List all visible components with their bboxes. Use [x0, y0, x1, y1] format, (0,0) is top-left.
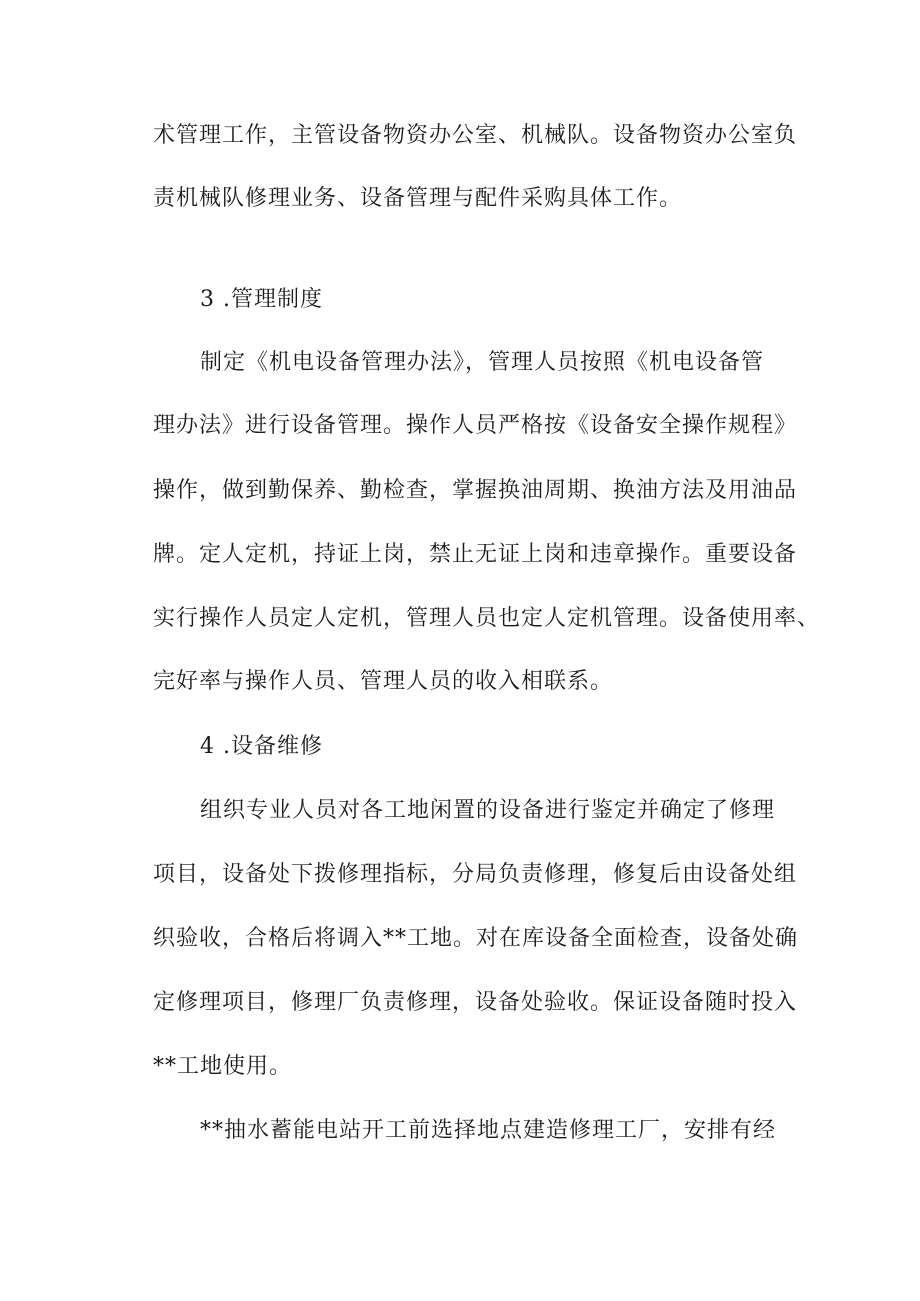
- section-4-line-5: **工地使用。: [153, 1054, 293, 1079]
- section-3-line-5: 实行操作人员定人定机，管理人员也定人定机管理。设备使用率、: [153, 606, 821, 631]
- section-3-line-4: 牌。定人定机，持证上岗，禁止无证上岗和违章操作。重要设备: [153, 542, 798, 567]
- section-3-line-2: 理办法》进行设备管理。操作人员严格按《设备安全操作规程》: [153, 413, 798, 438]
- section-4-line-4: 定修理项目，修理厂负责修理，设备处验收。保证设备随时投入: [153, 990, 798, 1015]
- section-3-line-1: 制定《机电设备管理办法》，管理人员按照《机电设备管: [200, 350, 765, 375]
- section-4-line-2: 项目，设备处下拨修理指标，分局负责修理，修复后由设备处组: [153, 862, 798, 887]
- intro-line-1: 术管理工作，主管设备物资办公室、机械队。设备物资办公室负: [153, 123, 798, 148]
- final-paragraph-line-1: **抽水蓄能电站开工前选择地点建造修理工厂，安排有经: [200, 1118, 777, 1143]
- section-4-line-3: 织验收，合格后将调入**工地。对在库设备全面检查，设备处确: [153, 926, 799, 951]
- intro-line-2: 责机械队修理业务、设备管理与配件采购具体工作。: [153, 186, 683, 211]
- section-3-heading: 3 .管理制度: [200, 287, 323, 312]
- section-4-heading: 4 .设备维修: [200, 734, 323, 759]
- section-4-line-1: 组织专业人员对各工地闲置的设备进行鉴定并确定了修理: [200, 798, 776, 823]
- section-3-line-3: 操作，做到勤保养、勤检查，掌握换油周期、换油方法及用油品: [153, 478, 798, 503]
- section-3-line-6: 完好率与操作人员、管理人员的收入相联系。: [153, 669, 614, 694]
